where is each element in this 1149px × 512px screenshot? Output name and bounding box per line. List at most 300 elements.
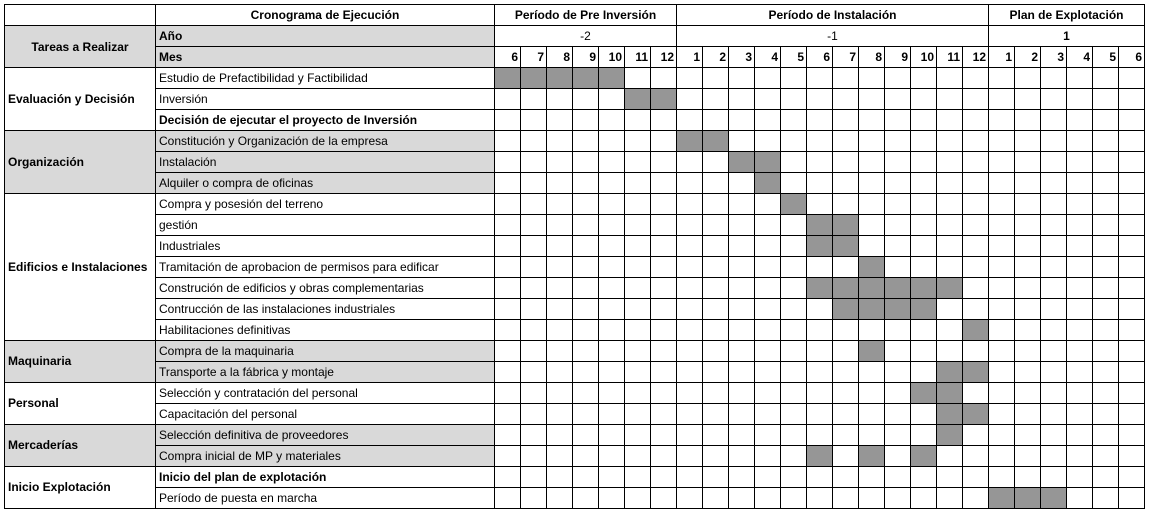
schedule-cell <box>677 362 703 383</box>
schedule-cell <box>625 446 651 467</box>
schedule-cell <box>651 68 677 89</box>
schedule-cell <box>651 215 677 236</box>
schedule-cell <box>833 257 859 278</box>
schedule-cell <box>989 194 1015 215</box>
schedule-cell <box>963 488 989 509</box>
schedule-cell <box>573 152 599 173</box>
schedule-cell <box>781 68 807 89</box>
schedule-cell-filled <box>755 173 781 194</box>
task-group-label: Organización <box>5 131 156 194</box>
schedule-cell-filled <box>729 152 755 173</box>
schedule-cell <box>963 194 989 215</box>
schedule-cell <box>521 446 547 467</box>
month-header-cell: 6 <box>807 47 833 68</box>
schedule-cell <box>1067 446 1093 467</box>
schedule-cell <box>1093 425 1119 446</box>
schedule-cell <box>651 425 677 446</box>
schedule-cell <box>1041 383 1067 404</box>
schedule-cell <box>1119 215 1145 236</box>
task-row <box>5 257 1145 278</box>
schedule-cell <box>911 488 937 509</box>
schedule-cell <box>859 68 885 89</box>
schedule-cell <box>1041 152 1067 173</box>
schedule-cell <box>1093 299 1119 320</box>
task-row <box>5 152 1145 173</box>
schedule-cell <box>781 299 807 320</box>
schedule-cell <box>1093 89 1119 110</box>
schedule-cell <box>1093 341 1119 362</box>
schedule-cell <box>703 299 729 320</box>
schedule-cell <box>651 257 677 278</box>
schedule-cell <box>495 131 521 152</box>
schedule-cell <box>911 257 937 278</box>
month-header-cell: 9 <box>885 47 911 68</box>
schedule-cell-filled <box>911 446 937 467</box>
schedule-cell <box>547 383 573 404</box>
schedule-cell <box>755 320 781 341</box>
schedule-cell <box>833 320 859 341</box>
schedule-cell <box>963 299 989 320</box>
schedule-cell <box>1067 467 1093 488</box>
schedule-cell <box>1015 362 1041 383</box>
schedule-cell-filled <box>807 236 833 257</box>
month-header-cell: 11 <box>937 47 963 68</box>
schedule-cell <box>781 362 807 383</box>
schedule-cell-filled <box>963 404 989 425</box>
schedule-cell <box>1119 257 1145 278</box>
schedule-cell <box>911 341 937 362</box>
schedule-cell <box>651 152 677 173</box>
schedule-cell-filled <box>625 89 651 110</box>
schedule-cell <box>729 68 755 89</box>
schedule-cell <box>1093 215 1119 236</box>
month-row <box>5 47 1145 68</box>
schedule-cell <box>1093 320 1119 341</box>
schedule-cell <box>651 110 677 131</box>
schedule-cell <box>703 383 729 404</box>
schedule-cell <box>755 131 781 152</box>
schedule-cell <box>521 404 547 425</box>
schedule-cell <box>651 341 677 362</box>
month-header-cell: 2 <box>1015 47 1041 68</box>
schedule-cell <box>781 320 807 341</box>
task-column-header: Tareas a Realizar <box>5 26 156 68</box>
task-label: Construción de edificios y obras complementarias <box>156 278 495 299</box>
schedule-cell <box>573 278 599 299</box>
task-group-label: Edificios e Instalaciones <box>5 194 156 341</box>
schedule-cell <box>755 341 781 362</box>
schedule-cell <box>937 236 963 257</box>
schedule-cell <box>1015 299 1041 320</box>
schedule-cell <box>677 320 703 341</box>
year-instalacion: -1 <box>677 26 989 47</box>
schedule-cell <box>573 467 599 488</box>
schedule-cell <box>781 383 807 404</box>
schedule-cell <box>677 89 703 110</box>
schedule-cell <box>781 488 807 509</box>
task-label: Período de puesta en marcha <box>156 488 495 509</box>
schedule-cell <box>1119 173 1145 194</box>
schedule-cell <box>989 173 1015 194</box>
schedule-cell <box>937 446 963 467</box>
schedule-cell <box>885 488 911 509</box>
schedule-cell <box>729 425 755 446</box>
month-header-cell: 4 <box>755 47 781 68</box>
schedule-cell <box>677 446 703 467</box>
schedule-cell <box>547 467 573 488</box>
schedule-cell-filled <box>911 383 937 404</box>
month-header-cell: 12 <box>651 47 677 68</box>
schedule-cell <box>547 173 573 194</box>
schedule-table <box>4 4 1145 509</box>
schedule-cell <box>755 383 781 404</box>
schedule-cell <box>625 152 651 173</box>
schedule-cell <box>703 425 729 446</box>
schedule-cell <box>963 236 989 257</box>
schedule-cell <box>1119 68 1145 89</box>
schedule-cell <box>963 215 989 236</box>
schedule-cell <box>547 257 573 278</box>
schedule-cell <box>651 488 677 509</box>
schedule-cell-filled <box>911 278 937 299</box>
schedule-cell <box>573 173 599 194</box>
schedule-cell <box>521 215 547 236</box>
schedule-cell <box>911 131 937 152</box>
schedule-cell <box>755 278 781 299</box>
schedule-cell <box>781 446 807 467</box>
schedule-cell <box>1041 173 1067 194</box>
schedule-cell <box>599 425 625 446</box>
schedule-cell <box>547 131 573 152</box>
schedule-cell <box>885 467 911 488</box>
schedule-cell <box>859 488 885 509</box>
schedule-cell <box>989 467 1015 488</box>
schedule-cell <box>547 215 573 236</box>
schedule-cell <box>521 173 547 194</box>
schedule-cell <box>703 320 729 341</box>
schedule-cell <box>521 299 547 320</box>
schedule-cell <box>729 173 755 194</box>
task-label: Compra de la maquinaria <box>156 341 495 362</box>
schedule-cell <box>521 89 547 110</box>
schedule-cell <box>729 488 755 509</box>
schedule-cell <box>1015 131 1041 152</box>
schedule-cell <box>625 68 651 89</box>
schedule-cell <box>963 467 989 488</box>
schedule-cell <box>599 194 625 215</box>
schedule-cell <box>521 320 547 341</box>
schedule-cell <box>937 131 963 152</box>
schedule-cell <box>1015 152 1041 173</box>
task-group-label: Maquinaria <box>5 341 156 383</box>
schedule-cell <box>573 425 599 446</box>
schedule-cell <box>989 215 1015 236</box>
schedule-cell <box>1041 446 1067 467</box>
month-header-cell: 10 <box>599 47 625 68</box>
schedule-cell <box>495 152 521 173</box>
schedule-cell <box>963 446 989 467</box>
task-row <box>5 446 1145 467</box>
schedule-cell <box>989 362 1015 383</box>
schedule-cell <box>1067 257 1093 278</box>
schedule-cell <box>521 194 547 215</box>
schedule-cell <box>911 362 937 383</box>
schedule-cell <box>885 236 911 257</box>
schedule-cell <box>729 362 755 383</box>
schedule-cell <box>1093 194 1119 215</box>
schedule-cell-filled <box>989 488 1015 509</box>
schedule-cell <box>911 320 937 341</box>
schedule-cell <box>599 173 625 194</box>
schedule-cell <box>677 152 703 173</box>
schedule-cell <box>833 404 859 425</box>
schedule-cell-filled <box>963 320 989 341</box>
schedule-cell <box>547 425 573 446</box>
schedule-cell-filled <box>677 131 703 152</box>
year-label: Año <box>156 26 495 47</box>
task-label: Habilitaciones definitivas <box>156 320 495 341</box>
month-header-cell: 7 <box>521 47 547 68</box>
schedule-cell <box>1067 278 1093 299</box>
schedule-cell <box>1093 131 1119 152</box>
schedule-cell <box>1041 467 1067 488</box>
schedule-cell-filled <box>547 68 573 89</box>
schedule-cell <box>495 89 521 110</box>
schedule-cell <box>495 341 521 362</box>
schedule-cell <box>755 236 781 257</box>
schedule-cell <box>989 89 1015 110</box>
schedule-cell <box>885 215 911 236</box>
schedule-cell <box>911 215 937 236</box>
schedule-cell <box>495 110 521 131</box>
schedule-cell <box>651 320 677 341</box>
schedule-cell <box>573 488 599 509</box>
schedule-cell <box>625 383 651 404</box>
schedule-cell <box>781 215 807 236</box>
schedule-cell <box>547 446 573 467</box>
task-label: gestión <box>156 215 495 236</box>
schedule-cell <box>1067 236 1093 257</box>
schedule-cell <box>1093 68 1119 89</box>
schedule-cell <box>807 425 833 446</box>
schedule-cell <box>1015 320 1041 341</box>
schedule-cell <box>963 383 989 404</box>
schedule-cell <box>599 215 625 236</box>
schedule-cell <box>911 152 937 173</box>
schedule-cell <box>833 194 859 215</box>
schedule-cell <box>1119 110 1145 131</box>
schedule-cell <box>833 173 859 194</box>
schedule-cell <box>1015 446 1041 467</box>
schedule-cell <box>1015 110 1041 131</box>
schedule-cell <box>963 278 989 299</box>
schedule-cell <box>703 341 729 362</box>
schedule-cell <box>677 425 703 446</box>
schedule-cell <box>859 320 885 341</box>
schedule-cell-filled <box>859 257 885 278</box>
schedule-cell <box>937 68 963 89</box>
schedule-cell <box>807 68 833 89</box>
schedule-cell <box>625 320 651 341</box>
schedule-cell <box>885 362 911 383</box>
schedule-cell <box>573 131 599 152</box>
schedule-cell <box>547 362 573 383</box>
schedule-cell <box>781 110 807 131</box>
task-label: Estudio de Prefactibilidad y Factibilidad <box>156 68 495 89</box>
schedule-cell <box>703 278 729 299</box>
schedule-cell <box>755 110 781 131</box>
schedule-cell <box>859 215 885 236</box>
schedule-cell <box>1093 152 1119 173</box>
schedule-cell <box>729 236 755 257</box>
schedule-cell <box>495 383 521 404</box>
task-label: Compra y posesión del terreno <box>156 194 495 215</box>
schedule-cell <box>703 236 729 257</box>
schedule-cell <box>495 320 521 341</box>
schedule-cell-filled <box>937 278 963 299</box>
schedule-cell <box>495 446 521 467</box>
schedule-cell <box>677 467 703 488</box>
schedule-cell-filled <box>937 362 963 383</box>
schedule-cell <box>677 110 703 131</box>
schedule-cell-filled <box>833 278 859 299</box>
schedule-cell <box>937 488 963 509</box>
month-header-cell: 5 <box>1093 47 1119 68</box>
schedule-cell <box>963 131 989 152</box>
schedule-cell <box>937 215 963 236</box>
schedule-cell <box>963 68 989 89</box>
schedule-cell <box>1041 320 1067 341</box>
month-header-cell: 6 <box>1119 47 1145 68</box>
period-header-explotacion: Plan de Explotación <box>989 5 1145 26</box>
schedule-cell <box>1067 68 1093 89</box>
schedule-cell-filled <box>703 131 729 152</box>
schedule-cell <box>573 299 599 320</box>
schedule-cell <box>1093 362 1119 383</box>
schedule-cell <box>599 488 625 509</box>
schedule-cell <box>677 194 703 215</box>
schedule-cell <box>1041 425 1067 446</box>
schedule-cell <box>625 194 651 215</box>
schedule-cell <box>1067 383 1093 404</box>
schedule-cell <box>573 341 599 362</box>
task-group-label: Personal <box>5 383 156 425</box>
schedule-cell <box>1067 362 1093 383</box>
task-row <box>5 194 1145 215</box>
schedule-cell <box>885 173 911 194</box>
schedule-cell <box>495 488 521 509</box>
schedule-cell <box>1093 383 1119 404</box>
schedule-cell <box>807 152 833 173</box>
schedule-cell <box>1041 299 1067 320</box>
schedule-cell <box>677 383 703 404</box>
schedule-cell <box>963 173 989 194</box>
schedule-cell <box>911 68 937 89</box>
schedule-cell <box>1067 152 1093 173</box>
schedule-cell <box>573 404 599 425</box>
period-header-instalacion: Período de Instalación <box>677 5 989 26</box>
schedule-cell <box>729 110 755 131</box>
schedule-cell <box>677 299 703 320</box>
schedule-cell-filled <box>859 299 885 320</box>
task-group-label: Mercaderías <box>5 425 156 467</box>
schedule-cell <box>1041 89 1067 110</box>
schedule-cell <box>729 320 755 341</box>
schedule-cell <box>703 215 729 236</box>
schedule-cell <box>547 89 573 110</box>
schedule-cell <box>703 194 729 215</box>
schedule-cell <box>807 299 833 320</box>
month-header-cell: 12 <box>963 47 989 68</box>
year-row <box>5 26 1145 47</box>
schedule-cell <box>625 173 651 194</box>
schedule-cell <box>625 110 651 131</box>
schedule-cell <box>989 68 1015 89</box>
schedule-cell <box>1067 320 1093 341</box>
schedule-cell <box>937 89 963 110</box>
schedule-cell <box>989 404 1015 425</box>
schedule-cell <box>599 257 625 278</box>
schedule-cell <box>1067 110 1093 131</box>
schedule-cell <box>677 278 703 299</box>
task-label: Decisión de ejecutar el proyecto de Inversión <box>156 110 495 131</box>
schedule-cell <box>885 404 911 425</box>
schedule-cell <box>1119 467 1145 488</box>
task-label: Transporte a la fábrica y montaje <box>156 362 495 383</box>
schedule-cell <box>859 383 885 404</box>
schedule-cell <box>911 236 937 257</box>
schedule-cell <box>677 404 703 425</box>
schedule-cell <box>833 131 859 152</box>
schedule-cell <box>599 152 625 173</box>
month-header-cell: 7 <box>833 47 859 68</box>
schedule-cell <box>521 110 547 131</box>
schedule-cell <box>911 110 937 131</box>
schedule-cell <box>989 341 1015 362</box>
schedule-cell <box>599 89 625 110</box>
schedule-cell <box>937 194 963 215</box>
schedule-cell <box>625 257 651 278</box>
schedule-cell <box>547 341 573 362</box>
schedule-cell <box>937 257 963 278</box>
schedule-cell <box>885 341 911 362</box>
schedule-cell <box>859 194 885 215</box>
schedule-cell <box>1041 341 1067 362</box>
schedule-cell <box>963 341 989 362</box>
schedule-cell <box>521 362 547 383</box>
schedule-cell <box>781 89 807 110</box>
schedule-cell <box>521 383 547 404</box>
schedule-cell <box>833 383 859 404</box>
schedule-cell <box>989 278 1015 299</box>
schedule-cell <box>963 152 989 173</box>
schedule-cell <box>1067 215 1093 236</box>
schedule-cell <box>1093 236 1119 257</box>
schedule-cell <box>833 110 859 131</box>
schedule-cell <box>859 131 885 152</box>
schedule-cell <box>833 152 859 173</box>
schedule-cell-filled <box>859 446 885 467</box>
schedule-cell <box>1067 488 1093 509</box>
schedule-cell <box>651 194 677 215</box>
task-row <box>5 320 1145 341</box>
schedule-cell <box>651 278 677 299</box>
month-header-cell: 3 <box>729 47 755 68</box>
schedule-cell <box>911 404 937 425</box>
schedule-cell <box>1093 110 1119 131</box>
schedule-cell <box>573 257 599 278</box>
schedule-cell <box>833 467 859 488</box>
